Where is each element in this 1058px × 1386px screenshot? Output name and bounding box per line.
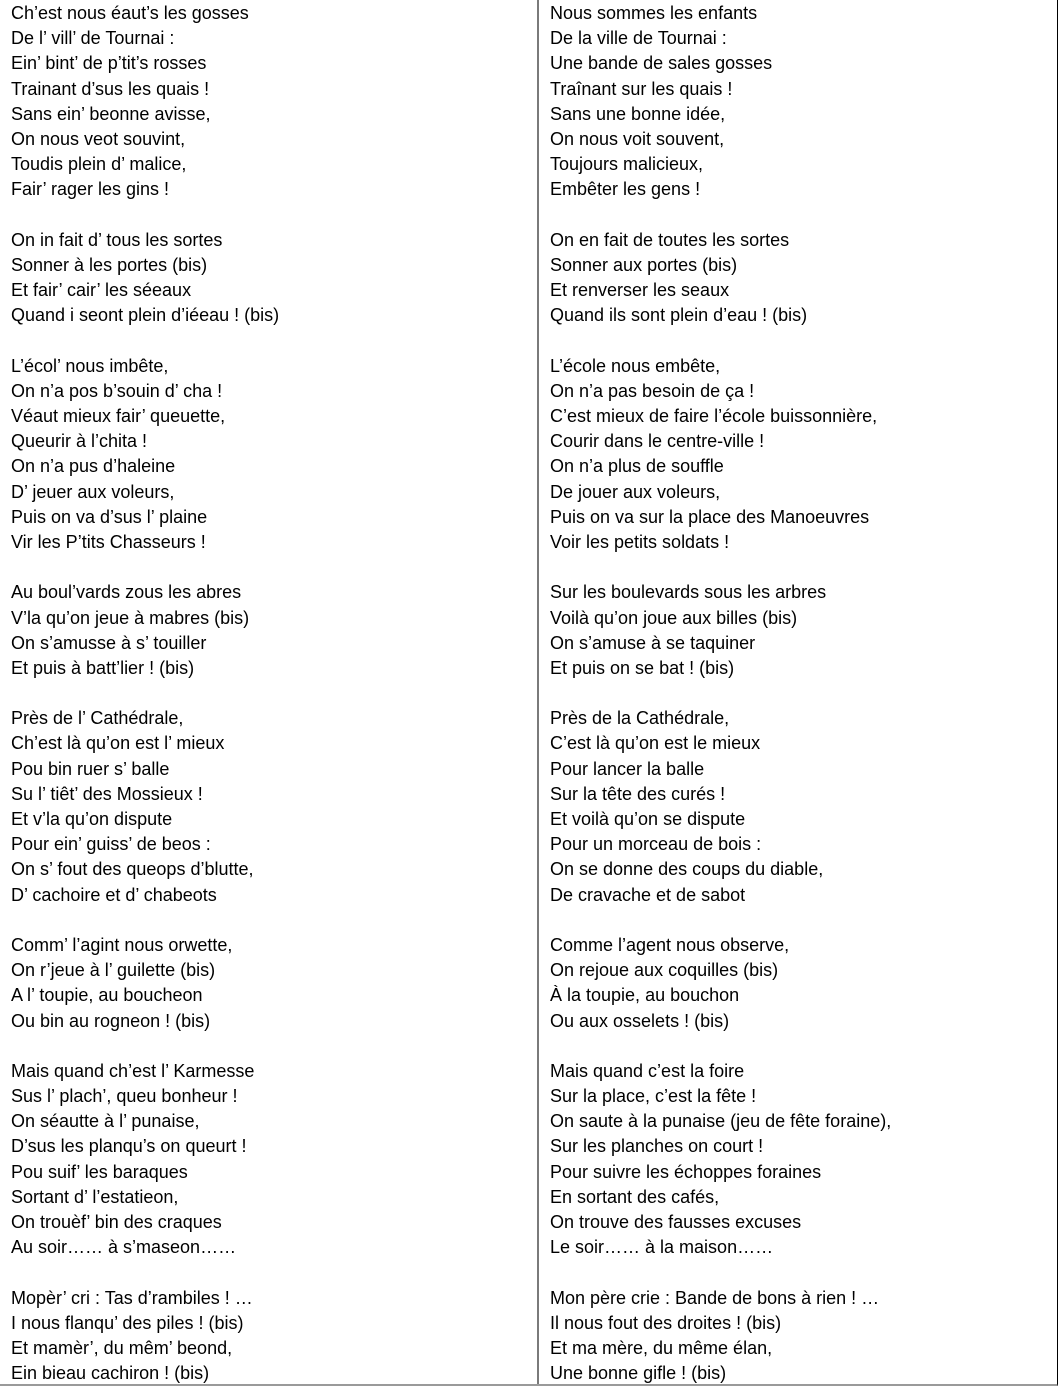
verse-line: Quand ils sont plein d’eau ! (bis) [550, 305, 808, 326]
stanza [550, 1286, 1057, 1384]
verse-line: Mais quand ch’est l’ Karmesse [11, 1060, 255, 1081]
verse-line: Fair’ rager les gins ! [11, 179, 170, 200]
verse-line: Au soir…… à s’maseon…… [11, 1237, 237, 1258]
verse-line: Sur la tête des curés ! [550, 783, 726, 804]
verse-line: Près de la Cathédrale, [550, 708, 730, 729]
verse-line: On saute à la punaise (jeu de fête foraine), [550, 1111, 892, 1132]
verse-line: Ein bieau cachiron ! (bis) [11, 1363, 210, 1384]
stanza [11, 706, 537, 908]
verse-line: De jouer aux voleurs, [550, 481, 721, 502]
verse-line: Sans une bonne idée, [550, 103, 726, 124]
verse-line: De l’ vill’ de Tournai : [11, 28, 175, 49]
verse-line: On n’a pos b’souin d’ cha ! [11, 380, 223, 401]
stanza [550, 933, 1057, 1034]
verse-line: Une bande de sales gosses [550, 53, 773, 74]
verse-line: Mon père crie : Bande de bons à rien ! … [550, 1287, 880, 1308]
verse-line: On séautte à l’ punaise, [11, 1111, 200, 1132]
stanza [550, 354, 1057, 556]
verse-line: Ein’ bint’ de p’tit’s rosses [11, 53, 207, 74]
verse-line: De cravache et de sabot [550, 884, 746, 905]
verse-line: C’est là qu’on est le mieux [550, 733, 761, 754]
verse-line: Su l’ tiêt’ des Mossieux ! [11, 783, 203, 804]
stanza [550, 1, 1057, 203]
verse-line: Pou bin ruer s’ balle [11, 758, 170, 779]
verse-line: Et puis on se bat ! (bis) [550, 657, 735, 678]
verse-line: Et fair’ cair’ les séeaux [11, 280, 192, 301]
verse-line: Le soir…… à la maison…… [550, 1237, 774, 1258]
verse-line: On n’a pus d’haleine [11, 456, 176, 477]
verse-line: En sortant des cafés, [550, 1186, 720, 1207]
verse-line: Ou aux osselets ! (bis) [550, 1010, 730, 1031]
verse-line: Toujours malicieux, [550, 154, 704, 175]
verse-line: Toudis plein d’ malice, [11, 154, 187, 175]
verse-line: Sonner aux portes (bis) [550, 254, 738, 275]
french-translation-column [539, 0, 1057, 1384]
verse-line: Comme l’agent nous observe, [550, 934, 790, 955]
verse-line: Sonner à les portes (bis) [11, 254, 208, 275]
verse-line: Puis on va d’sus l’ plaine [11, 506, 208, 527]
verse-line: On s’amusse à s’ touiller [11, 632, 207, 653]
stanza [11, 933, 537, 1034]
verse-line: Trainant d’sus les quais ! [11, 78, 210, 99]
verse-line: On trouèf’ bin des craques [11, 1212, 222, 1232]
verse-line: Embêter les gens ! [550, 179, 701, 200]
verse-line: On in fait d’ tous les sortes [11, 229, 223, 250]
verse-line: Sur la place, c’est la fête ! [550, 1086, 757, 1107]
verse-line: Pour lancer la balle [550, 758, 705, 779]
verse-line: On nous veot souvint, [11, 128, 186, 149]
stanza [11, 1059, 537, 1261]
verse-line: Ch’est nous éaut’s les gosses [11, 3, 249, 23]
stanza [550, 228, 1057, 329]
verse-line: Il nous fout des droites ! (bis) [550, 1312, 782, 1333]
verse-line: Au boul’vards zous les abres [11, 582, 242, 603]
verse-line: On trouve des fausses excuses [550, 1212, 802, 1232]
verse-line: Et mamèr’, du mêm’ beond, [11, 1337, 233, 1358]
verse-line: On nous voit souvent, [550, 128, 725, 149]
verse-line: Près de l’ Cathédrale, [11, 708, 184, 729]
verse-line: Et voilà qu’on se dispute [550, 809, 746, 829]
verse-line: Une bonne gifle ! (bis) [550, 1363, 727, 1384]
stanza [550, 706, 1057, 908]
verse-line: L’école nous embête, [550, 355, 721, 376]
verse-line: D’ cachoire et d’ chabeots [11, 884, 217, 905]
verse-line: On s’amuse à se taquiner [550, 632, 756, 653]
verse-line: On rejoue aux coquilles (bis) [550, 960, 779, 981]
verse-line: On n’a plus de souffle [550, 456, 724, 477]
stanza [11, 1, 537, 203]
verse-line: Sans ein’ beonne avisse, [11, 103, 211, 124]
stanza [11, 580, 537, 681]
verse-line: Et ma mère, du même élan, [550, 1337, 773, 1358]
stanza [550, 1059, 1057, 1261]
verse-line: Voilà qu’on joue aux billes (bis) [550, 607, 798, 628]
verse-line: Voir les petits soldats ! [550, 531, 730, 552]
verse-line: Et v’la qu’on dispute [11, 809, 173, 829]
verse-line: Pour suivre les échoppes foraines [550, 1161, 822, 1182]
verse-line: Sur les planches on court ! [550, 1136, 764, 1157]
verse-line: On en fait de toutes les sortes [550, 229, 790, 250]
verse-line: Pour un morceau de bois : [550, 834, 762, 855]
verse-line: Mais quand c’est la foire [550, 1060, 745, 1081]
verse-line: I nous flanqu’ des piles ! (bis) [11, 1312, 244, 1333]
verse-line: À la toupie, au bouchon [550, 985, 740, 1006]
verse-line: Nous sommes les enfants [550, 3, 758, 23]
verse-line: Sur les boulevards sous les arbres [550, 582, 827, 603]
stanza [11, 228, 537, 329]
stanza [550, 580, 1057, 681]
verse-line: A l’ toupie, au boucheon [11, 985, 203, 1006]
verse-line: Pour ein’ guiss’ de beos : [11, 834, 211, 855]
verse-line: L’écol’ nous imbête, [11, 355, 169, 376]
verse-line: Quand i seont plein d’iéeau ! (bis) [11, 305, 280, 326]
stanza [11, 1286, 537, 1384]
verse-line: On r’jeue à l’ guilette (bis) [11, 960, 216, 981]
verse-line: De la ville de Tournai : [550, 28, 727, 49]
verse-line: Véaut mieux fair’ queuette, [11, 406, 226, 426]
verse-line: Traînant sur les quais ! [550, 78, 733, 99]
verse-line: Et renverser les seaux [550, 280, 730, 301]
verse-line: Courir dans le centre-ville ! [550, 431, 765, 452]
verse-line: Sortant d’ l’estatieon, [11, 1186, 179, 1207]
verse-line: On n’a pas besoin de ça ! [550, 380, 755, 401]
verse-line: Ou bin au rogneon ! (bis) [11, 1010, 211, 1031]
verse-line: Sus l’ plach’, queu bonheur ! [11, 1086, 238, 1107]
verse-line: Queurir à l’chita ! [11, 431, 148, 452]
verse-line: On se donne des coups du diable, [550, 859, 824, 880]
verse-line: V’la qu’on jeue à mabres (bis) [11, 607, 250, 628]
verse-line: Et puis à batt’lier ! (bis) [11, 657, 195, 678]
verse-line: Puis on va sur la place des Manoeuvres [550, 506, 870, 527]
stanza [11, 354, 537, 556]
verse-line: Vir les P’tits Chasseurs ! [11, 531, 206, 552]
verse-line: Pou suif’ les baraques [11, 1161, 188, 1182]
verse-line: Mopèr’ cri : Tas d’rambiles ! … [11, 1287, 253, 1308]
verse-line: D’sus les planqu’s on queurt ! [11, 1136, 247, 1157]
verse-line: Comm’ l’agint nous orwette, [11, 934, 233, 955]
verse-line: Ch’est là qu’on est l’ mieux [11, 733, 225, 754]
verse-line: On s’ fout des queops d’blutte, [11, 859, 254, 880]
verse-line: D’ jeuer aux voleurs, [11, 481, 175, 502]
verse-line: C’est mieux de faire l’école buissonnière, [550, 406, 878, 426]
